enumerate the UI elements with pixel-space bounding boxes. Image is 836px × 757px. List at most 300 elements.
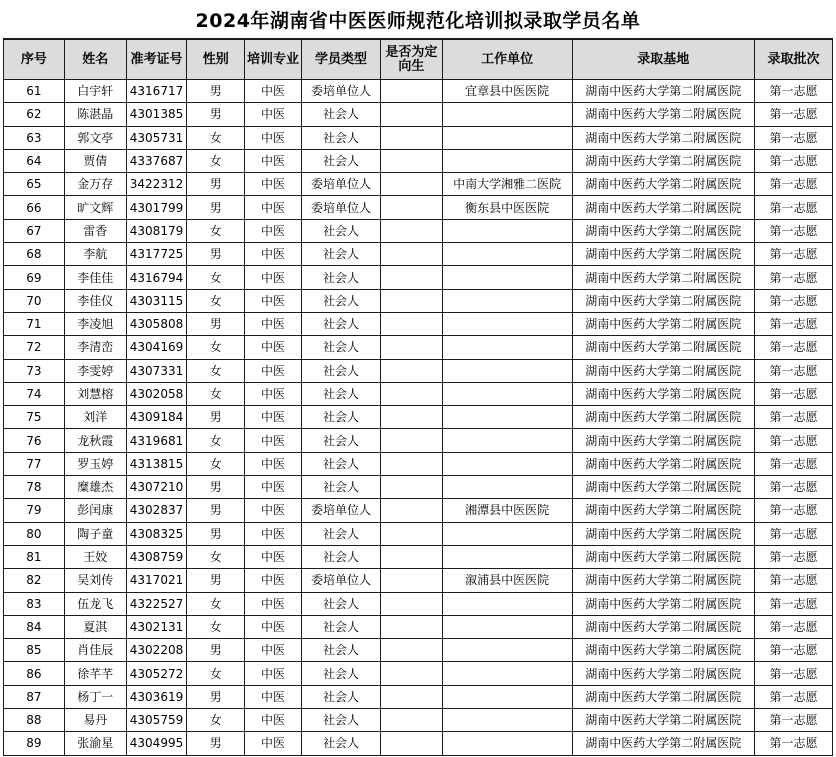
page-title: 2024年湖南省中医医师规范化培训拟录取学员名单 — [195, 10, 641, 32]
table-header-row — [4, 39, 833, 80]
gender-cell: 男 — [187, 732, 245, 755]
gender-cell: 女 — [187, 382, 245, 405]
table-row — [4, 103, 833, 126]
batch-cell: 第一志愿 — [754, 569, 832, 592]
gender-cell: 女 — [187, 429, 245, 452]
index-cell: 66 — [4, 196, 65, 219]
batch-cell: 第一志愿 — [754, 615, 832, 638]
base-cell: 湖南中医药大学第二附属医院 — [572, 639, 754, 662]
gender-cell: 男 — [187, 499, 245, 522]
specialty-cell: 中医 — [245, 406, 302, 429]
student-type-cell: 社会人 — [301, 732, 380, 755]
index-cell: 81 — [4, 545, 65, 568]
exam-id-cell: 4313815 — [126, 452, 187, 475]
index-cell: 71 — [4, 312, 65, 335]
index-cell: 82 — [4, 569, 65, 592]
name-cell: 龙秋霞 — [64, 429, 126, 452]
base-cell: 湖南中医药大学第二附属医院 — [572, 406, 754, 429]
gender-cell: 男 — [187, 406, 245, 429]
specialty-cell: 中医 — [245, 149, 302, 172]
directed-cell — [380, 452, 442, 475]
exam-id-cell: 4304169 — [126, 336, 187, 359]
student-type-cell: 社会人 — [301, 452, 380, 475]
index-cell: 62 — [4, 103, 65, 126]
specialty-cell: 中医 — [245, 569, 302, 592]
name-cell: 李佳佳 — [64, 266, 126, 289]
student-type-cell: 委培单位人 — [301, 173, 380, 196]
table-body — [4, 80, 833, 756]
gender-cell: 女 — [187, 266, 245, 289]
specialty-cell: 中医 — [245, 452, 302, 475]
gender-cell: 男 — [187, 103, 245, 126]
base-cell: 湖南中医药大学第二附属医院 — [572, 709, 754, 732]
batch-cell: 第一志愿 — [754, 732, 832, 755]
index-cell: 73 — [4, 359, 65, 382]
exam-id-cell: 4322527 — [126, 592, 187, 615]
directed-cell — [380, 709, 442, 732]
base-cell: 湖南中医药大学第二附属医院 — [572, 173, 754, 196]
gender-cell: 男 — [187, 80, 245, 103]
specialty-cell: 中医 — [245, 545, 302, 568]
specialty-cell: 中医 — [245, 126, 302, 149]
base-cell: 湖南中医药大学第二附属医院 — [572, 196, 754, 219]
specialty-cell: 中医 — [245, 289, 302, 312]
gender-cell: 男 — [187, 196, 245, 219]
specialty-cell: 中医 — [245, 732, 302, 755]
batch-cell: 第一志愿 — [754, 406, 832, 429]
gender-cell: 男 — [187, 476, 245, 499]
employer-cell — [442, 545, 572, 568]
directed-cell — [380, 243, 442, 266]
table-row — [4, 80, 833, 103]
specialty-cell: 中医 — [245, 662, 302, 685]
batch-cell: 第一志愿 — [754, 662, 832, 685]
specialty-cell: 中医 — [245, 359, 302, 382]
name-cell: 刘洋 — [64, 406, 126, 429]
student-type-cell: 社会人 — [301, 382, 380, 405]
base-cell: 湖南中医药大学第二附属医院 — [572, 359, 754, 382]
employer-cell — [442, 149, 572, 172]
col-header-directed: 是否为定向生 — [380, 39, 442, 80]
specialty-cell: 中医 — [245, 499, 302, 522]
index-cell: 77 — [4, 452, 65, 475]
base-cell: 湖南中医药大学第二附属医院 — [572, 499, 754, 522]
employer-cell: 中南大学湘雅二医院 — [442, 173, 572, 196]
base-cell: 湖南中医药大学第二附属医院 — [572, 592, 754, 615]
exam-id-cell: 4317021 — [126, 569, 187, 592]
name-cell: 郭文亭 — [64, 126, 126, 149]
name-cell: 易丹 — [64, 709, 126, 732]
directed-cell — [380, 266, 442, 289]
table-row — [4, 476, 833, 499]
table-row — [4, 196, 833, 219]
student-type-cell: 社会人 — [301, 312, 380, 335]
employer-cell — [442, 359, 572, 382]
batch-cell: 第一志愿 — [754, 709, 832, 732]
student-type-cell: 社会人 — [301, 336, 380, 359]
name-cell: 徐芊芊 — [64, 662, 126, 685]
name-cell: 贾倩 — [64, 149, 126, 172]
index-cell: 75 — [4, 406, 65, 429]
gender-cell: 男 — [187, 312, 245, 335]
base-cell: 湖南中医药大学第二附属医院 — [572, 382, 754, 405]
name-cell: 陶子童 — [64, 522, 126, 545]
exam-id-cell: 4319681 — [126, 429, 187, 452]
gender-cell: 女 — [187, 709, 245, 732]
batch-cell: 第一志愿 — [754, 219, 832, 242]
specialty-cell: 中医 — [245, 196, 302, 219]
name-cell: 旷文辉 — [64, 196, 126, 219]
col-header-base: 录取基地 — [572, 39, 754, 80]
student-type-cell: 委培单位人 — [301, 499, 380, 522]
employer-cell — [442, 289, 572, 312]
directed-cell — [380, 289, 442, 312]
exam-id-cell: 4337687 — [126, 149, 187, 172]
directed-cell — [380, 359, 442, 382]
employer-cell — [442, 615, 572, 638]
specialty-cell: 中医 — [245, 266, 302, 289]
batch-cell: 第一志愿 — [754, 312, 832, 335]
employer-cell — [442, 662, 572, 685]
name-cell: 刘慧榕 — [64, 382, 126, 405]
directed-cell — [380, 592, 442, 615]
student-type-cell: 社会人 — [301, 522, 380, 545]
name-cell: 罗玉婷 — [64, 452, 126, 475]
index-cell: 80 — [4, 522, 65, 545]
exam-id-cell: 4305272 — [126, 662, 187, 685]
student-type-cell: 社会人 — [301, 592, 380, 615]
gender-cell: 男 — [187, 173, 245, 196]
student-type-cell: 社会人 — [301, 359, 380, 382]
name-cell: 白宇轩 — [64, 80, 126, 103]
base-cell: 湖南中医药大学第二附属医院 — [572, 545, 754, 568]
exam-id-cell: 4307210 — [126, 476, 187, 499]
col-header-exam-id: 准考证号 — [126, 39, 187, 80]
employer-cell — [442, 336, 572, 359]
specialty-cell: 中医 — [245, 639, 302, 662]
employer-cell — [442, 522, 572, 545]
col-header-specialty: 培训专业 — [245, 39, 302, 80]
student-type-cell: 社会人 — [301, 639, 380, 662]
batch-cell: 第一志愿 — [754, 476, 832, 499]
directed-cell — [380, 569, 442, 592]
exam-id-cell: 4305731 — [126, 126, 187, 149]
batch-cell: 第一志愿 — [754, 103, 832, 126]
directed-cell — [380, 219, 442, 242]
student-type-cell: 委培单位人 — [301, 80, 380, 103]
student-type-cell: 社会人 — [301, 615, 380, 638]
directed-cell — [380, 522, 442, 545]
table-row — [4, 709, 833, 732]
specialty-cell: 中医 — [245, 709, 302, 732]
base-cell: 湖南中医药大学第二附属医院 — [572, 662, 754, 685]
index-cell: 61 — [4, 80, 65, 103]
base-cell: 湖南中医药大学第二附属医院 — [572, 219, 754, 242]
exam-id-cell: 4304995 — [126, 732, 187, 755]
employer-cell — [442, 709, 572, 732]
name-cell: 吴刘传 — [64, 569, 126, 592]
batch-cell: 第一志愿 — [754, 80, 832, 103]
index-cell: 89 — [4, 732, 65, 755]
exam-id-cell: 4309184 — [126, 406, 187, 429]
gender-cell: 女 — [187, 289, 245, 312]
name-cell: 李佳仪 — [64, 289, 126, 312]
base-cell: 湖南中医药大学第二附属医院 — [572, 685, 754, 708]
employer-cell — [442, 312, 572, 335]
gender-cell: 女 — [187, 126, 245, 149]
gender-cell: 女 — [187, 149, 245, 172]
batch-cell: 第一志愿 — [754, 173, 832, 196]
directed-cell — [380, 685, 442, 708]
student-type-cell: 社会人 — [301, 429, 380, 452]
batch-cell: 第一志愿 — [754, 266, 832, 289]
exam-id-cell: 4303115 — [126, 289, 187, 312]
base-cell: 湖南中医药大学第二附属医院 — [572, 289, 754, 312]
directed-cell — [380, 80, 442, 103]
table-row — [4, 266, 833, 289]
col-header-employer: 工作单位 — [442, 39, 572, 80]
col-header-name: 姓名 — [64, 39, 126, 80]
name-cell: 夏淇 — [64, 615, 126, 638]
exam-id-cell: 4302058 — [126, 382, 187, 405]
table-row — [4, 429, 833, 452]
employer-cell — [442, 452, 572, 475]
employer-cell: 湘潭县中医医院 — [442, 499, 572, 522]
index-cell: 72 — [4, 336, 65, 359]
table-row — [4, 615, 833, 638]
specialty-cell: 中医 — [245, 522, 302, 545]
base-cell: 湖南中医药大学第二附属医院 — [572, 243, 754, 266]
directed-cell — [380, 103, 442, 126]
base-cell: 湖南中医药大学第二附属医院 — [572, 569, 754, 592]
col-header-batch: 录取批次 — [754, 39, 832, 80]
table-row — [4, 173, 833, 196]
student-type-cell: 社会人 — [301, 243, 380, 266]
student-type-cell: 委培单位人 — [301, 196, 380, 219]
name-cell: 李航 — [64, 243, 126, 266]
index-cell: 65 — [4, 173, 65, 196]
index-cell: 83 — [4, 592, 65, 615]
gender-cell: 男 — [187, 243, 245, 266]
employer-cell: 衡东县中医医院 — [442, 196, 572, 219]
col-header-student-type: 学员类型 — [301, 39, 380, 80]
exam-id-cell: 4301385 — [126, 103, 187, 126]
gender-cell: 女 — [187, 592, 245, 615]
base-cell: 湖南中医药大学第二附属医院 — [572, 103, 754, 126]
employer-cell — [442, 126, 572, 149]
directed-cell — [380, 615, 442, 638]
batch-cell: 第一志愿 — [754, 336, 832, 359]
directed-cell — [380, 312, 442, 335]
gender-cell: 女 — [187, 545, 245, 568]
directed-cell — [380, 732, 442, 755]
directed-cell — [380, 196, 442, 219]
exam-id-cell: 4308759 — [126, 545, 187, 568]
gender-cell: 男 — [187, 639, 245, 662]
table-row — [4, 336, 833, 359]
batch-cell: 第一志愿 — [754, 499, 832, 522]
name-cell: 伍龙飞 — [64, 592, 126, 615]
specialty-cell: 中医 — [245, 80, 302, 103]
specialty-cell: 中医 — [245, 592, 302, 615]
table-row — [4, 662, 833, 685]
batch-cell: 第一志愿 — [754, 522, 832, 545]
index-cell: 85 — [4, 639, 65, 662]
exam-id-cell: 4305759 — [126, 709, 187, 732]
table-row — [4, 406, 833, 429]
exam-id-cell: 4317725 — [126, 243, 187, 266]
base-cell: 湖南中医药大学第二附属医院 — [572, 266, 754, 289]
table-row — [4, 545, 833, 568]
directed-cell — [380, 382, 442, 405]
name-cell: 金万存 — [64, 173, 126, 196]
table-row — [4, 639, 833, 662]
directed-cell — [380, 662, 442, 685]
specialty-cell: 中医 — [245, 219, 302, 242]
table-row — [4, 592, 833, 615]
exam-id-cell: 4316794 — [126, 266, 187, 289]
directed-cell — [380, 545, 442, 568]
employer-cell: 宜章县中医医院 — [442, 80, 572, 103]
batch-cell: 第一志愿 — [754, 149, 832, 172]
batch-cell: 第一志愿 — [754, 196, 832, 219]
student-type-cell: 社会人 — [301, 266, 380, 289]
base-cell: 湖南中医药大学第二附属医院 — [572, 336, 754, 359]
table-row — [4, 126, 833, 149]
exam-id-cell: 4308179 — [126, 219, 187, 242]
directed-cell — [380, 149, 442, 172]
gender-cell: 女 — [187, 359, 245, 382]
student-type-cell: 社会人 — [301, 662, 380, 685]
batch-cell: 第一志愿 — [754, 243, 832, 266]
index-cell: 79 — [4, 499, 65, 522]
batch-cell: 第一志愿 — [754, 592, 832, 615]
base-cell: 湖南中医药大学第二附属医院 — [572, 476, 754, 499]
name-cell: 王姣 — [64, 545, 126, 568]
directed-cell — [380, 476, 442, 499]
specialty-cell: 中医 — [245, 685, 302, 708]
table-row — [4, 243, 833, 266]
index-cell: 68 — [4, 243, 65, 266]
index-cell: 76 — [4, 429, 65, 452]
index-cell: 67 — [4, 219, 65, 242]
table-row — [4, 149, 833, 172]
student-type-cell: 社会人 — [301, 103, 380, 126]
base-cell: 湖南中医药大学第二附属医院 — [572, 312, 754, 335]
employer-cell — [442, 382, 572, 405]
employer-cell: 溆浦县中医医院 — [442, 569, 572, 592]
gender-cell: 男 — [187, 522, 245, 545]
batch-cell: 第一志愿 — [754, 639, 832, 662]
exam-id-cell: 4303619 — [126, 685, 187, 708]
table-row — [4, 522, 833, 545]
exam-id-cell: 4305808 — [126, 312, 187, 335]
table-row — [4, 382, 833, 405]
base-cell: 湖南中医药大学第二附属医院 — [572, 149, 754, 172]
index-cell: 84 — [4, 615, 65, 638]
index-cell: 64 — [4, 149, 65, 172]
employer-cell — [442, 103, 572, 126]
specialty-cell: 中医 — [245, 312, 302, 335]
exam-id-cell: 4308325 — [126, 522, 187, 545]
student-type-cell: 社会人 — [301, 126, 380, 149]
table-row — [4, 289, 833, 312]
exam-id-cell: 4302208 — [126, 639, 187, 662]
table-row — [4, 499, 833, 522]
name-cell: 糜雄杰 — [64, 476, 126, 499]
name-cell: 李清峦 — [64, 336, 126, 359]
specialty-cell: 中医 — [245, 382, 302, 405]
batch-cell: 第一志愿 — [754, 429, 832, 452]
student-type-cell: 社会人 — [301, 476, 380, 499]
specialty-cell: 中医 — [245, 476, 302, 499]
name-cell: 陈湛晶 — [64, 103, 126, 126]
name-cell: 李雯婷 — [64, 359, 126, 382]
specialty-cell: 中医 — [245, 243, 302, 266]
employer-cell — [442, 406, 572, 429]
specialty-cell: 中医 — [245, 615, 302, 638]
directed-cell — [380, 336, 442, 359]
specialty-cell: 中医 — [245, 429, 302, 452]
batch-cell: 第一志愿 — [754, 685, 832, 708]
name-cell: 张渝星 — [64, 732, 126, 755]
employer-cell — [442, 429, 572, 452]
exam-id-cell: 4316717 — [126, 80, 187, 103]
name-cell: 杨丁一 — [64, 685, 126, 708]
directed-cell — [380, 126, 442, 149]
table-row — [4, 312, 833, 335]
employer-cell — [442, 639, 572, 662]
exam-id-cell: 4302837 — [126, 499, 187, 522]
index-cell: 69 — [4, 266, 65, 289]
name-cell: 雷香 — [64, 219, 126, 242]
name-cell: 李凌旭 — [64, 312, 126, 335]
index-cell: 78 — [4, 476, 65, 499]
employer-cell — [442, 732, 572, 755]
specialty-cell: 中医 — [245, 103, 302, 126]
employer-cell — [442, 592, 572, 615]
name-cell: 彭闰康 — [64, 499, 126, 522]
col-header-index: 序号 — [4, 39, 65, 80]
student-type-cell: 社会人 — [301, 289, 380, 312]
batch-cell: 第一志愿 — [754, 452, 832, 475]
base-cell: 湖南中医药大学第二附属医院 — [572, 80, 754, 103]
base-cell: 湖南中医药大学第二附属医院 — [572, 452, 754, 475]
employer-cell — [442, 266, 572, 289]
batch-cell: 第一志愿 — [754, 382, 832, 405]
gender-cell: 女 — [187, 615, 245, 638]
exam-id-cell: 4302131 — [126, 615, 187, 638]
directed-cell — [380, 639, 442, 662]
exam-id-cell: 3422312 — [126, 173, 187, 196]
employer-cell — [442, 685, 572, 708]
col-header-gender: 性别 — [187, 39, 245, 80]
directed-cell — [380, 173, 442, 196]
base-cell: 湖南中医药大学第二附属医院 — [572, 522, 754, 545]
table-row — [4, 219, 833, 242]
employer-cell — [442, 219, 572, 242]
admission-table — [3, 38, 833, 756]
table-row — [4, 452, 833, 475]
index-cell: 87 — [4, 685, 65, 708]
student-type-cell: 社会人 — [301, 709, 380, 732]
employer-cell — [442, 476, 572, 499]
index-cell: 63 — [4, 126, 65, 149]
directed-cell — [380, 406, 442, 429]
student-type-cell: 社会人 — [301, 685, 380, 708]
employer-cell — [442, 243, 572, 266]
directed-cell — [380, 499, 442, 522]
